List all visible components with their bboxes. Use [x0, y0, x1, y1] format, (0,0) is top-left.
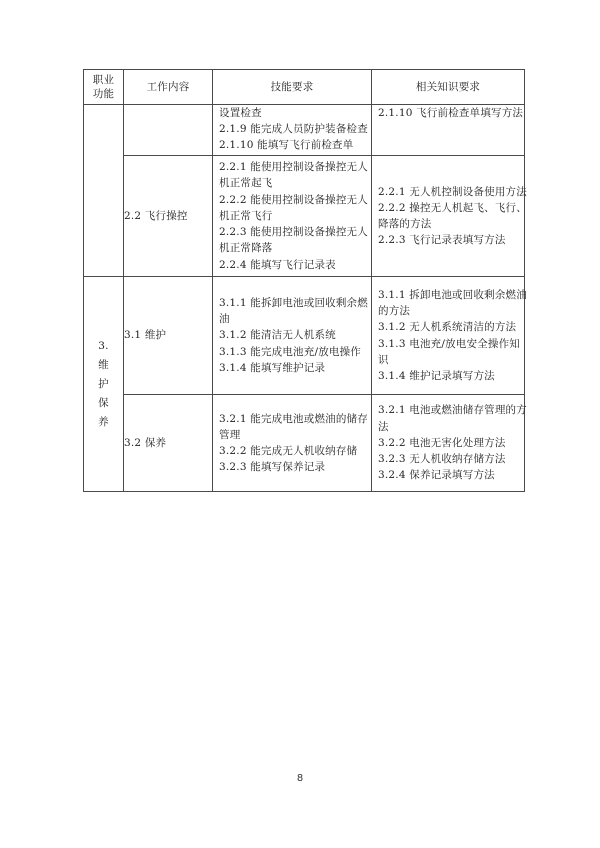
knowledge-item: 2.2.2 操控无人机起飞、飞行、 — [378, 201, 527, 214]
knowledge-item: 3.2.3 无人机收纳存储方法 — [378, 453, 506, 466]
header-skill-requirements: 技能要求 — [213, 70, 372, 105]
skills-cell — [213, 105, 372, 156]
work-content-cell — [124, 105, 213, 156]
knowledge-item: 2.2.3 飞行记录表填写方法 — [378, 234, 506, 247]
skills-standard-table — [83, 69, 525, 492]
knowledge-item: 3.1.2 无人机系统清洁的方法 — [378, 321, 517, 334]
skills-cell — [213, 277, 372, 395]
knowledge-item: 识 — [378, 353, 389, 366]
skill-item: 机正常起飞 — [219, 177, 273, 190]
skill-item: 2.2.1 能使用控制设备操控无人 — [219, 161, 368, 174]
knowledge-item: 3.1.3 电池充/放电安全操作知 — [378, 337, 520, 350]
skill-item: 3.1.4 能填写维护记录 — [219, 361, 326, 374]
header-work-content: 工作内容 — [124, 70, 213, 105]
skill-item: 2.2.2 能使用控制设备操控无人 — [219, 193, 368, 206]
skill-item: 3.1.1 能拆卸电池或回收剩余燃 — [219, 296, 368, 309]
skill-item: 设置检查 — [219, 107, 262, 119]
header-function: 职业 功能 — [84, 70, 124, 105]
knowledge-item: 3.2.2 电池无害化处理方法 — [378, 436, 506, 449]
work-content-cell: 3.1 维护 — [124, 277, 213, 395]
knowledge-item: 法 — [378, 420, 389, 433]
page-number: 8 — [296, 773, 304, 784]
table-header-row — [84, 70, 525, 105]
knowledge-cell — [372, 277, 525, 395]
skill-item: 机正常飞行 — [219, 209, 273, 222]
knowledge-cell — [372, 156, 525, 277]
skill-item: 3.1.2 能清洁无人机系统 — [219, 329, 336, 342]
skills-cell — [213, 156, 372, 277]
skill-item: 管理 — [219, 428, 241, 441]
work-content-cell: 2.2 飞行操控 — [124, 156, 213, 277]
table-row — [84, 395, 525, 492]
header-knowledge-requirements: 相关知识要求 — [372, 70, 525, 105]
work-content-cell: 3.2 保养 — [124, 395, 213, 492]
skill-item: 3.2.1 能完成电池或燃油的储存 — [219, 412, 368, 425]
function-cell-maintenance: 3. 维 护 保 养 — [84, 277, 124, 492]
skill-item: 3.2.3 能填写保养记录 — [219, 461, 326, 474]
knowledge-cell — [372, 395, 525, 492]
knowledge-item: 3.2.1 电池或燃油储存管理的方 — [378, 404, 527, 417]
skill-item: 2.1.9 能完成人员防护装备检查 — [219, 123, 368, 136]
skill-item: 机正常降落 — [219, 242, 273, 255]
knowledge-item: 的方法 — [378, 305, 411, 318]
skill-item: 2.2.3 能使用控制设备操控无人 — [219, 226, 368, 239]
skill-item: 2.2.4 能填写飞行记录表 — [219, 258, 336, 271]
knowledge-item: 3.2.4 保养记录填写方法 — [378, 469, 495, 482]
knowledge-item: 2.2.1 无人机控制设备使用方法 — [378, 185, 527, 198]
skill-item: 3.1.3 能完成电池充/放电操作 — [219, 345, 361, 358]
table-row — [84, 277, 525, 395]
function-cell-flight — [84, 105, 124, 277]
knowledge-item: 降落的方法 — [378, 218, 432, 230]
skill-item: 油 — [219, 313, 230, 326]
table-row — [84, 105, 525, 156]
knowledge-item: 2.1.10 飞行前检查单填写方法 — [378, 107, 524, 119]
knowledge-cell — [372, 105, 525, 156]
skill-item: 3.2.2 能完成无人机收纳存储 — [219, 445, 358, 457]
table-row — [84, 156, 525, 277]
knowledge-item: 3.1.4 维护记录填写方法 — [378, 369, 495, 382]
knowledge-item: 3.1.1 拆卸电池或回收剩余燃油 — [378, 288, 527, 301]
skills-cell — [213, 395, 372, 492]
skill-item: 2.1.10 能填写飞行前检查单 — [219, 139, 354, 152]
